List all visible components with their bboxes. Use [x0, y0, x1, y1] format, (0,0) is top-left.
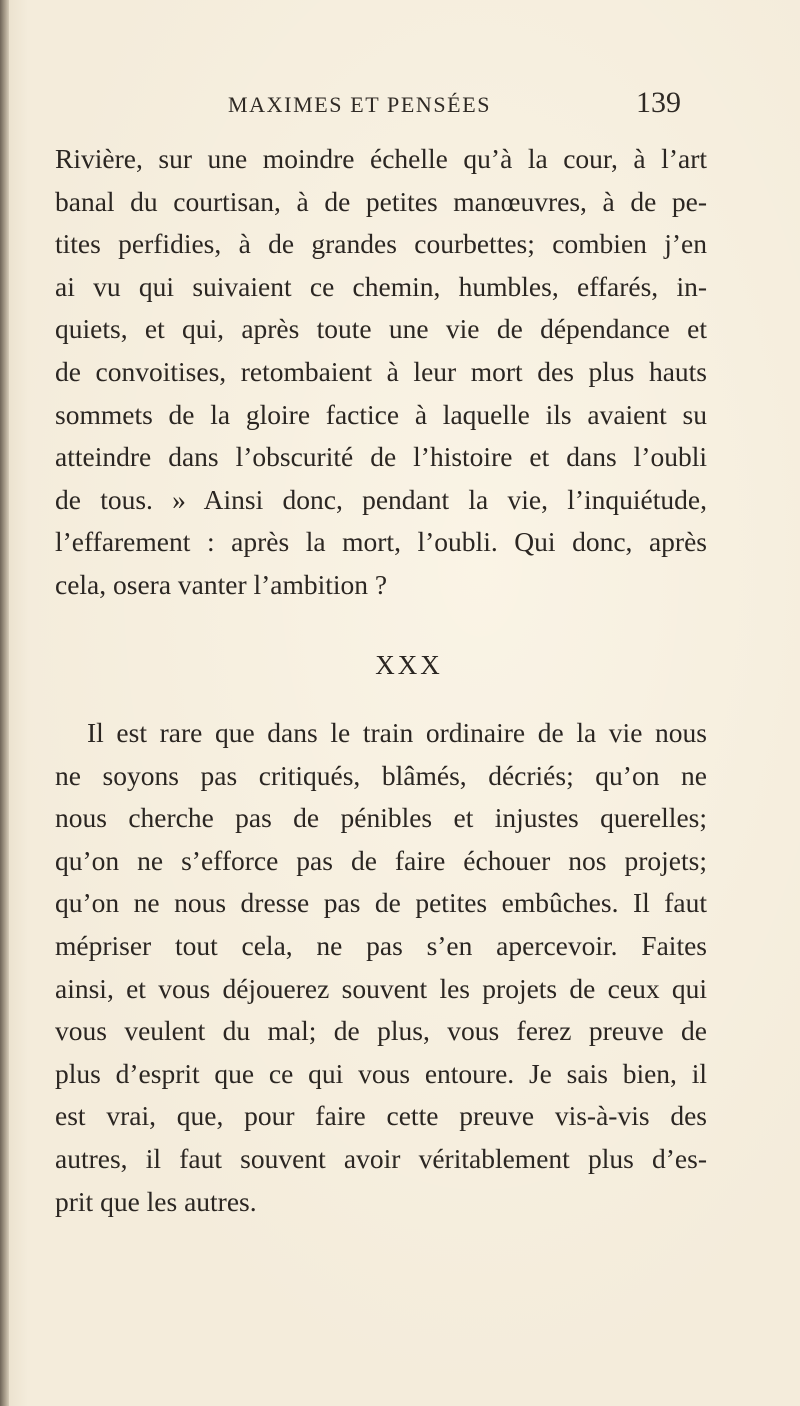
text-line: sommets de la gloire factice à laquelle ils avaient su — [55, 398, 707, 430]
page-header — [0, 86, 800, 126]
text-line: nous cherche pas de pénibles et injustes querelles; — [55, 802, 707, 834]
text-line: ai vu qui suivaient ce chemin, humbles, effarés, in- — [55, 270, 707, 302]
text-line: tites perfidies, à de grandes courbettes; combien j’en — [55, 228, 707, 260]
text-line: de convoitises, retombaient à leur mort des plus hauts — [55, 355, 707, 387]
text-line: Rivière, sur une moindre échelle qu’à la cour, à l’art — [55, 143, 707, 174]
text-line: banal du courtisan, à de petites manœuvres, à de pe- — [55, 185, 707, 217]
text-line: quiets, et qui, après toute une vie de dépendance et — [55, 313, 707, 345]
page-number: 139 — [636, 86, 681, 119]
text-line: ainsi, et vous déjouerez souvent les projets de ceux qui — [55, 972, 707, 1004]
text-line: l’effarement : après la mort, l’oubli. Qui donc, après — [55, 526, 707, 558]
text-line: ne soyons pas critiqués, blâmés, décriés; qu’on ne — [55, 759, 707, 791]
paragraph-continued — [55, 138, 707, 607]
text-line: autres, il faut souvent avoir véritablement plus d’es- — [55, 1142, 707, 1174]
text-line: qu’on ne s’efforce pas de faire échouer nos projets; — [55, 844, 707, 876]
running-title: MAXIMES ET PENSÉES — [228, 92, 492, 117]
text-line: est vrai, que, pour faire cette preuve vis-à-vis des — [55, 1100, 707, 1132]
section-heading: XXX — [375, 650, 443, 680]
text-line: plus d’esprit que ce qui vous entoure. Je sais bien, il — [55, 1057, 707, 1089]
text-line: qu’on ne nous dresse pas de petites embûches. Il faut — [55, 887, 707, 919]
text-line: vous veulent du mal; de plus, vous ferez preuve de — [55, 1015, 707, 1047]
text-line: de tous. » Ainsi donc, pendant la vie, l’inquiétude, — [55, 483, 707, 515]
paragraph-maxim — [55, 712, 707, 1223]
text-line: cela, osera vanter l’ambition ? — [55, 568, 388, 600]
text-line: mépriser tout cela, ne pas s’en apercevoir. Faites — [55, 929, 707, 961]
text-line: Il est rare que dans le train ordinaire de la vie nous — [87, 717, 707, 748]
text-line: atteindre dans l’obscurité de l’histoire et dans l’oubli — [55, 441, 707, 473]
book-gutter-edge — [0, 0, 9, 1406]
text-line: prit que les autres. — [55, 1185, 257, 1217]
